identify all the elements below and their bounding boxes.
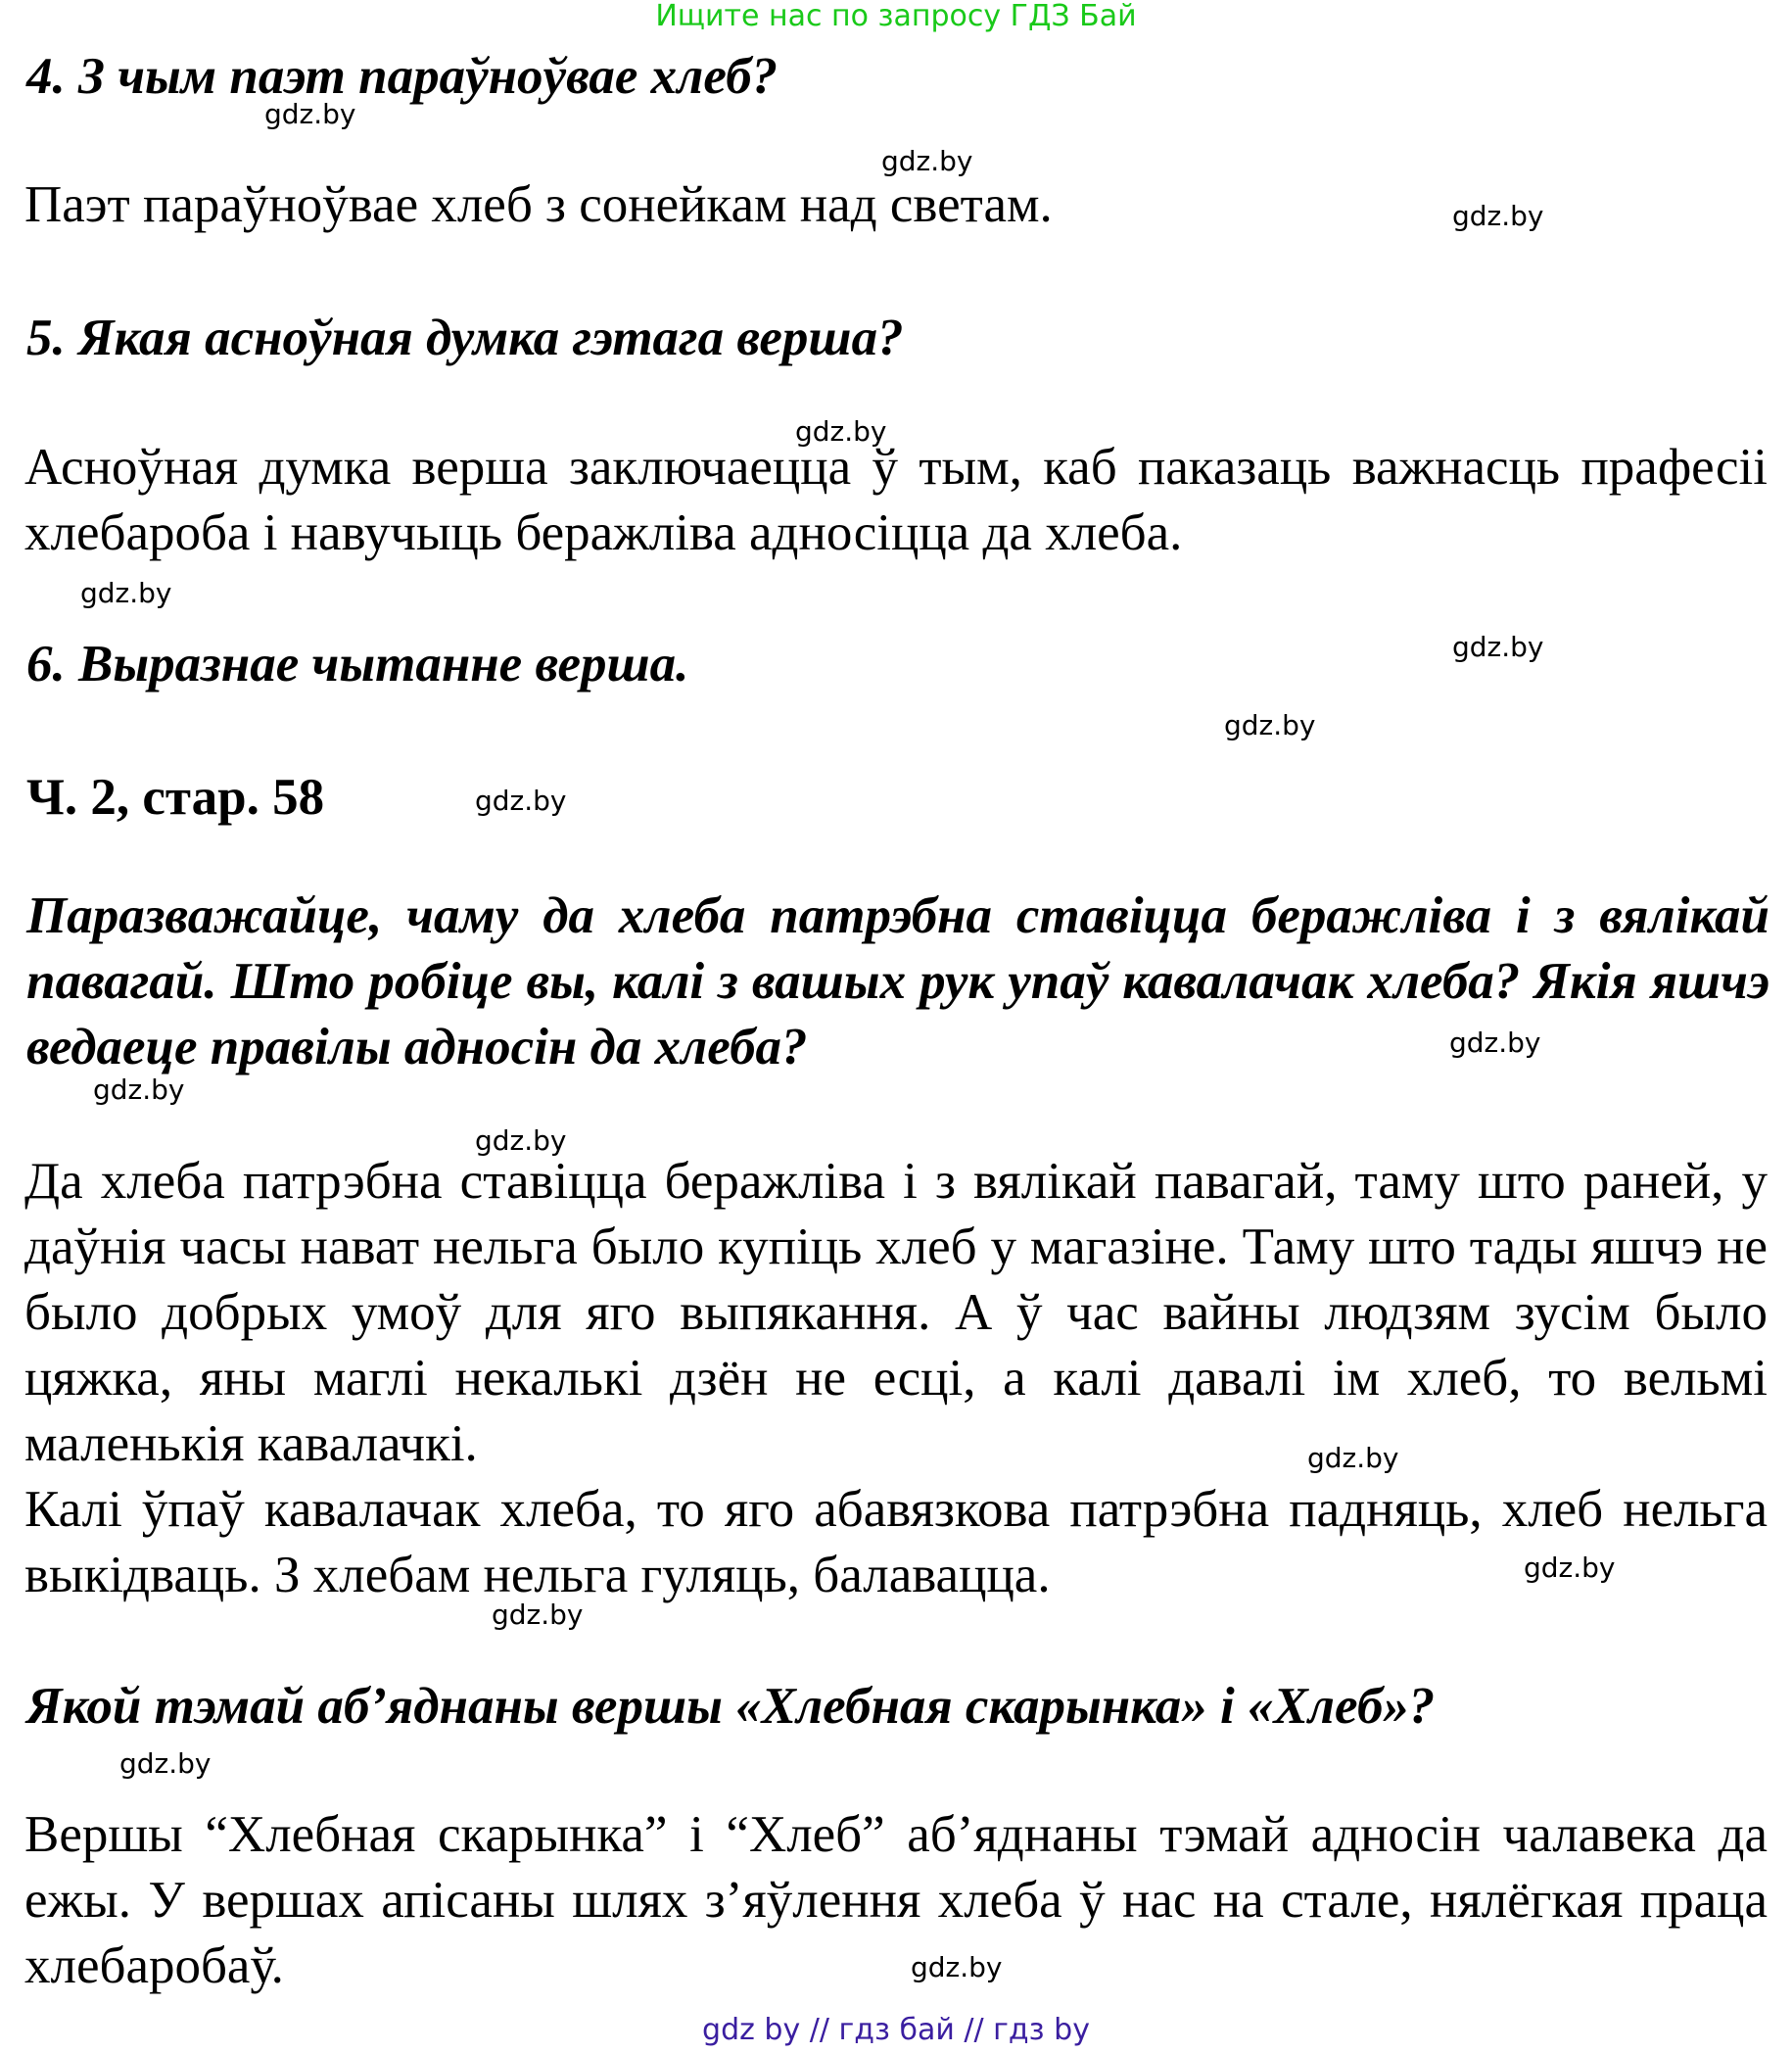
watermark: gdz.by (93, 1074, 185, 1106)
watermark: gdz.by (795, 415, 887, 448)
question-5: 5. Якая асноўная думка гэтага верша? (26, 310, 904, 366)
question-7: Паразважайце, чаму да хлеба патрэбна ставіцца беражліва і з вялікай павагай. Што робіце вы, калі з вашых рук упаў кавалачак хлеба? Якія яшчэ ведаеце правілы адносін да хлеба? (26, 887, 1769, 1075)
watermark: gdz.by (1524, 1552, 1616, 1584)
search-banner[interactable]: Ищите нас по запросу ГДЗ Бай (655, 0, 1137, 33)
watermark: gdz.by (475, 1124, 567, 1157)
answer-7-paragraph-1: Да хлеба патрэбна ставіцца беражліва і з вялікай павагай, таму што раней, у даўнія часы нават нельга было купіць хлеб у магазіне. Таму што тады яшчэ не было добрых умоў для яго выпякання. А ў час вайны людзям зусім было цяжка, яны маглі некалькі дзён не есці, а калі давалі ім хлеб, то вельмі маленькія кавалачкі. (24, 1153, 1768, 1472)
answer-7-paragraph-2: Калі ўпаў кавалачак хлеба, то яго абавязкова патрэбна падняць, хлеб нельга выкідваць. З хлебам нельга гуляць, балавацца. (24, 1481, 1768, 1603)
answer-5: Асноўная думка верша заключаецца ў тым, каб паказаць важнасць прафесіі хлебароба і навучыць беражліва адносіцца да хлеба. (24, 439, 1768, 561)
question-8: Якой тэмай аб’яднаны вершы «Хлебная скарынка» і «Хлеб»? (26, 1678, 1436, 1735)
answer-8: Вершы “Хлебная скарынка” і “Хлеб” аб’яднаны тэмай адносін чалавека да ежы. У вершах апісаны шлях з’яўлення хлеба ў нас на стале, нялёгкая праца хлебаробаў. (24, 1806, 1768, 1994)
watermark: gdz.by (1449, 1026, 1541, 1059)
watermark: gdz.by (264, 98, 356, 130)
watermark: gdz.by (911, 1951, 1003, 1983)
question-4: 4. З чым паэт параўноўвае хлеб? (26, 48, 778, 105)
answer-4: Паэт параўноўвае хлеб з сонейкам над светам. (24, 176, 1053, 233)
watermark: gdz.by (492, 1599, 584, 1631)
watermark: gdz.by (1307, 1442, 1399, 1474)
watermark: gdz.by (80, 577, 172, 609)
watermark: gdz.by (881, 145, 973, 177)
watermark: gdz.by (475, 785, 567, 817)
question-6: 6. Выразнае чытанне верша. (26, 636, 689, 692)
watermark: gdz.by (1452, 200, 1544, 232)
watermark: gdz.by (1224, 709, 1316, 741)
section-heading: Ч. 2, стар. 58 (26, 769, 325, 826)
watermark: gdz.by (119, 1747, 212, 1780)
watermark: gdz.by (1452, 631, 1544, 663)
footer-links[interactable]: gdz by // гдз бай // гдз by (702, 2013, 1090, 2047)
